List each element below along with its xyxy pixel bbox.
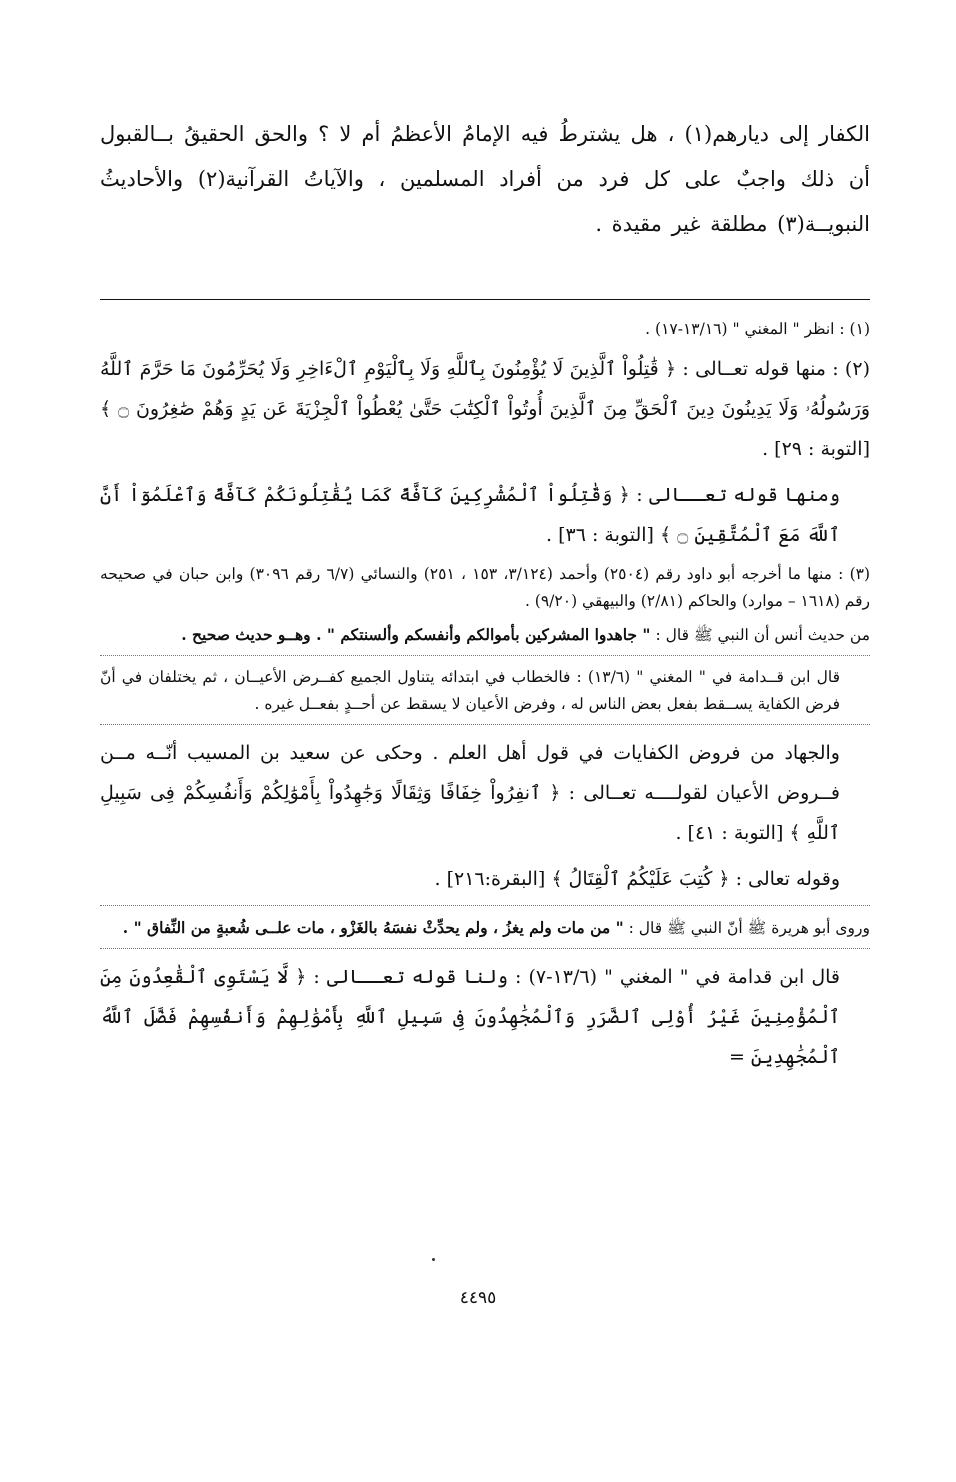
footnote-kutiba-alaykum: وقوله تعالى : ﴿ كُتِبَ عَلَيْكُمُ ٱلْقِتَالُ ﴾ [البقرة:٢١٦] . [434,868,840,890]
footnote-jihad-fard: والجهاد من فروض الكفايات في قول أهل العلم . وحكى عن سعيد بن المسيب أنّــه مــن فــروض الأعيان لقولــــه تعــالى : ﴿ ٱنفِرُواْ خِفَافًا وَثِقَالًا وَجَٰهِدُواْ بِأَمْوَٰلِكُمْ وَأَنفُسِكُمْ فِى سَبِيلِ ٱللَّهِ ﴾ [التوبة : ٤١] . [100,742,840,844]
footnote-ibn-qudama-1: قال ابن قــدامة في " المغني " (١٣/٦) : فالخطاب في ابتدائه يتناول الجميع كفــرض الأعيــان ، ثم يختلفان في أنّ فرض الكفاية يســقط بفعل بعض الناس له ، وفرض الأعيان لا يسقط عن أحــدٍ بفعــل غيره . [100,668,840,713]
note-divider [100,948,870,949]
footnote-1: (١) : انظر " المغني " (١٣/١٦-١٧) . [645,320,870,338]
page-number: ٤٤٩٥ [459,1288,497,1308]
footnotes-block [100,316,870,1083]
note-divider [100,905,870,906]
footnote-abu-hurayra-hadith: " من مات ولم يغزُ ، ولم يحدِّثْ نفسَهُ بالغَزْو ، مات علــى شُعبةٍ من النِّفاق " . [122,918,624,937]
stray-dot [432,1258,435,1261]
footnote-3-hadith-intro: من حديث أنس أن النبي ﷺ قال : [655,626,870,644]
note-divider [100,724,870,725]
footnote-3: (٣) : منها ما أخرجه أبو داود رقم (٢٥٠٤) وأحمد (٣/١٢٤، ١٥٣ ، ٢٥١) والنسائي (٦/٧ رقم ٣٠٩٦) وابن حبان في صحيحه رقم (١٦١٨ – موارد) والحاكم (٢/٨١) والبيهقي (٩/٢٠) . [100,565,871,610]
footnote-2-quran-1: (٢) : منها قوله تعــالى : ﴿ قَٰتِلُواْ ٱلَّذِينَ لَا يُؤْمِنُونَ بِٱللَّهِ وَلَا بِٱلْيَوْمِ ٱلْءَاخِرِ وَلَا يُحَرِّمُونَ مَا حَرَّمَ ٱللَّهُ وَرَسُولُهُۥ وَلَا يَدِينُونَ دِينَ ٱلْحَقِّ مِنَ ٱلَّذِينَ أُوتُواْ ٱلْكِتَٰبَ حَتَّىٰ يُعْطُواْ ٱلْجِزْيَةَ عَن يَدٍ وَهُمْ صَٰغِرُونَ ۝ ﴾ [التوبة : ٢٩] . [100,358,870,460]
footnote-3-hadith: " جاهدوا المشركين بأموالكم وأنفسكم وألسنتكم " . وهــو حديث صحيح . [181,625,651,644]
main-paragraph: الكفار إلى ديارهم(١) ، هل يشترطُ فيه الإمامُ الأعظمُ أم لا ؟ والحق الحقيقُ بــالقبول أن ذلك واجبٌ على كل فرد من أفراد المسلمين ، والآياتُ القرآنية(٢) والأحاديثُ النبويــة(٣) مطلقة غير مقيدة . [100,122,870,236]
note-divider [100,655,870,656]
footnote-ibn-qudama-2: قال ابن قدامة في " المغني " (١٣/٦-٧) : ولنا قوله تعــالى : ﴿ لَّا يَسْتَوِى ٱلْقَٰعِدُونَ مِنَ ٱلْمُؤْمِنِينَ غَيْرُ أُوْلِى ٱلضَّرَرِ وَٱلْمُجَٰهِدُونَ فِى سَبِيلِ ٱللَّهِ بِأَمْوَٰلِهِمْ وَأَنفُسِهِمْ فَضَّلَ ٱللَّهُ ٱلْمُجَٰهِدِينَ = [100,966,841,1068]
footnote-abu-hurayra-intro: وروى أبو هريرة ﷺ أنّ النبي ﷺ قال : [628,919,870,937]
footnote-separator [100,299,870,300]
footnote-2-quran-2: ومنها قوله تعــالى : ﴿ وَقَٰتِلُواْ ٱلْمُشْرِكِينَ كَآفَّةً كَمَا يُقَٰتِلُونَكُمْ كَآفَّةً وَٱعْلَمُوٓاْ أَنَّ ٱللَّهَ مَعَ ٱلْمُتَّقِينَ ۝ ﴾ [التوبة : ٣٦] . [100,484,840,546]
main-text-block [100,112,870,247]
